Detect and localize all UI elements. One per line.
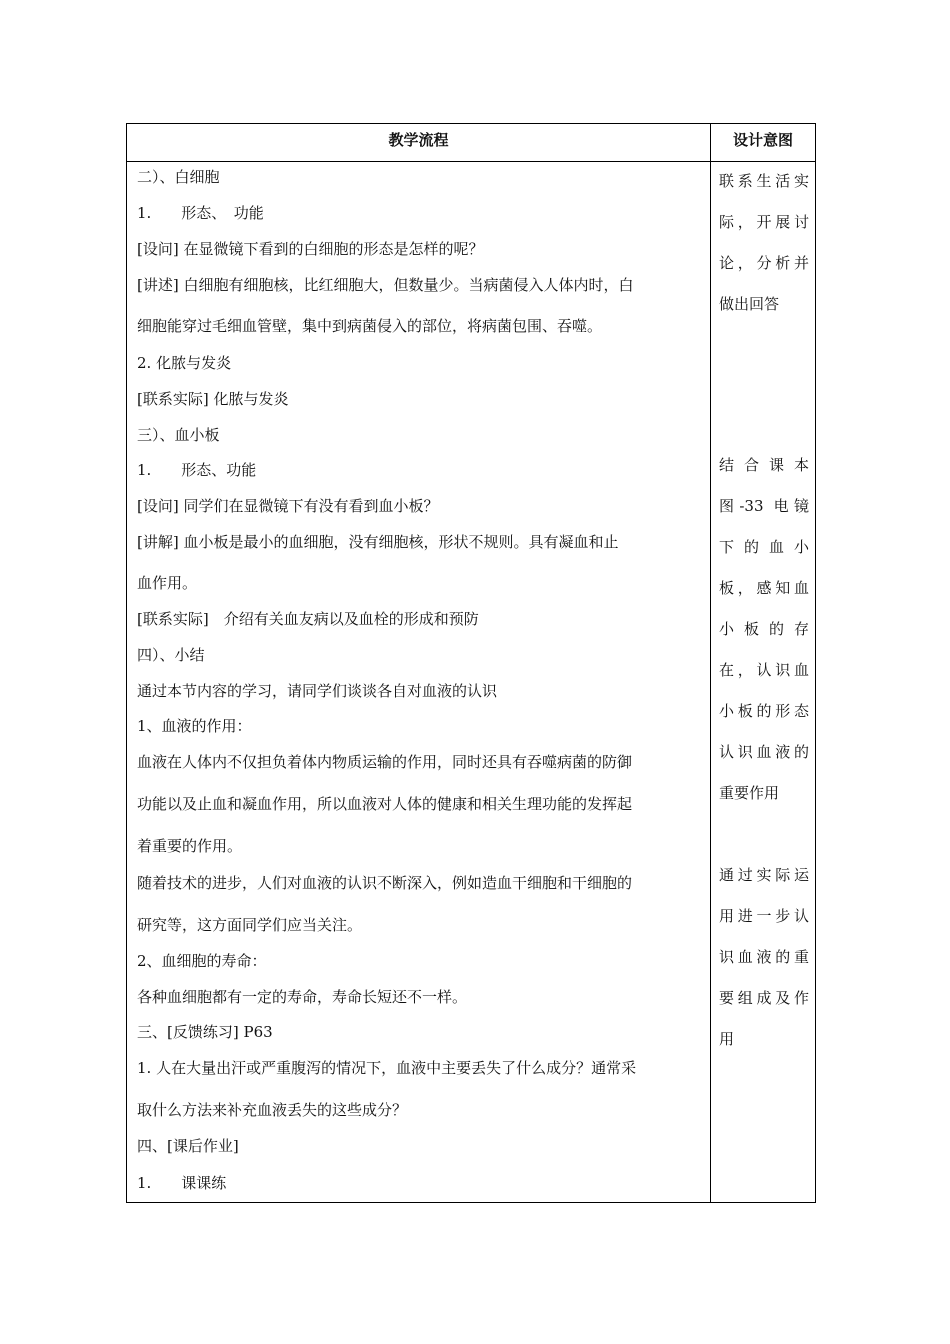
design-intent-line: 小板的形态	[719, 702, 809, 720]
design-intent-line: 联系生活实	[719, 172, 809, 190]
process-line: 各种血细胞都有一定的寿命，寿命长短还不一样。	[137, 988, 468, 1006]
process-line: 功能以及止血和凝血作用，所以血液对人体的健康和相关生理功能的发挥起	[137, 795, 633, 813]
process-line: [联系实际] 化脓与发炎	[137, 390, 289, 408]
process-line: 血作用。	[137, 574, 198, 592]
table-header-row	[127, 124, 815, 162]
design-intent-line: 结合课本	[719, 456, 809, 474]
design-intent-line: 通过实际运	[719, 866, 809, 884]
process-line: 血液在人体内不仅担负着体内物质运输的作用，同时还具有吞噬病菌的防御	[137, 753, 633, 771]
process-line: 2、血细胞的寿命：	[137, 952, 267, 970]
process-line: [设问] 在显微镜下看到的白细胞的形态是怎样的呢？	[137, 240, 484, 258]
process-line: 2. 化脓与发炎	[137, 354, 232, 372]
design-intent-line: 做出回答	[719, 295, 780, 313]
design-intent-line: 识血液的重	[719, 948, 809, 966]
design-intent-line: 在，认识血	[719, 661, 809, 679]
process-line: 1、血液的作用：	[137, 717, 252, 735]
design-intent-line: 重要作用	[719, 784, 780, 802]
design-intent-line: 认识血液的	[719, 743, 809, 761]
process-line: [讲解] 血小板是最小的血细胞，没有细胞核，形状不规则。具有凝血和止	[137, 533, 619, 551]
process-line: 三）、血小板	[137, 426, 220, 444]
design-intent-header: 设计意图	[732, 131, 793, 149]
process-line: 1. 形态、 功能	[137, 204, 264, 222]
process-line: 研究等，这方面同学们应当关注。	[137, 916, 363, 934]
process-line: 三、[反馈练习] P63	[137, 1023, 273, 1041]
design-intent-note	[719, 162, 809, 326]
process-line: [讲述] 白细胞有细胞核，比红细胞大，但数量少。当病菌侵入人体内时，白	[137, 276, 634, 294]
process-line: 取什么方法来补充血液丢失的这些成分？	[137, 1101, 408, 1119]
design-intent-line: 用进一步认	[719, 907, 809, 925]
process-line: 随着技术的进步，人们对血液的认识不断深入，例如造血干细胞和干细胞的	[137, 874, 633, 892]
design-intent-note	[719, 856, 809, 1061]
design-intent-line: 下的血小	[719, 538, 809, 556]
design-intent-line: 用	[719, 1030, 735, 1048]
design-intent-line: 论，分析并	[719, 254, 809, 272]
process-line: 1. 人在大量出汗或严重腹泻的情况下，血液中主要丢失了什么成分？通常采	[137, 1059, 637, 1077]
process-line: 四、[课后作业]	[137, 1137, 239, 1155]
lesson-plan-table	[126, 123, 816, 1203]
process-line: 1. 形态、功能	[137, 461, 257, 479]
process-line: [联系实际] 介绍有关血友病以及血栓的形成和预防	[137, 610, 479, 628]
design-intent-line: 板，感知血	[719, 579, 809, 597]
process-line: [设问] 同学们在显微镜下有没有看到血小板？	[137, 497, 439, 515]
process-line: 细胞能穿过毛细血管壁，集中到病菌侵入的部位，将病菌包围、吞噬。	[137, 317, 603, 335]
design-intent-line: 小板的存	[719, 620, 809, 638]
process-line: 着重要的作用。	[137, 837, 243, 855]
process-line: 四）、小结	[137, 646, 205, 664]
design-intent-line: 图-33 电镜	[719, 497, 809, 515]
process-line: 二）、白细胞	[137, 168, 220, 186]
design-intent-line: 要组成及作	[719, 989, 809, 1007]
design-intent-line: 际，开展讨	[719, 213, 809, 231]
column-divider	[710, 124, 711, 1202]
teaching-process-header: 教学流程	[388, 131, 449, 149]
process-line: 通过本节内容的学习，请同学们谈谈各自对血液的认识	[137, 682, 498, 700]
process-line: 1. 课课练	[137, 1174, 227, 1192]
design-intent-note	[719, 446, 809, 815]
